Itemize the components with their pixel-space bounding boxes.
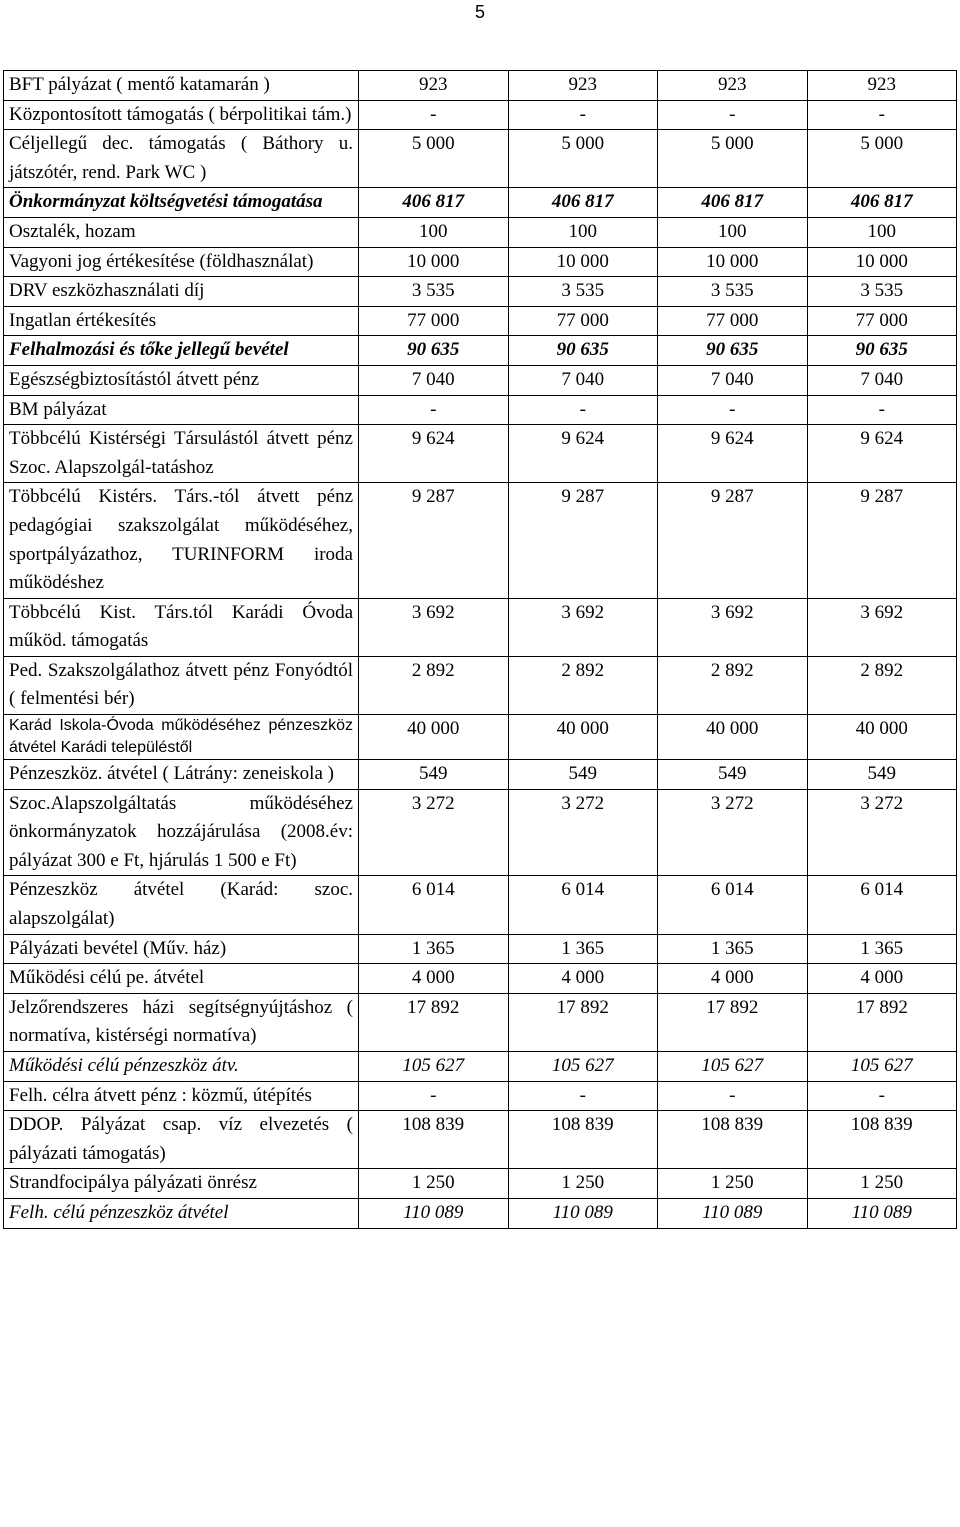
row-label: Többcélú Kist. Társ.tól Karádi Óvoda működ. támogatás: [4, 598, 359, 656]
row-label: Szoc.Alapszolgáltatás működéséhez önkormányzatok hozzájárulása (2008.év: pályázat 300 e Ft, hjárulás 1 500 e Ft): [4, 789, 359, 876]
row-value: 77 000: [359, 306, 509, 336]
table-row: [4, 395, 957, 425]
row-value: -: [359, 1081, 509, 1111]
row-value: 1 250: [359, 1169, 509, 1199]
row-value: 77 000: [807, 306, 957, 336]
row-value: 17 892: [508, 993, 658, 1051]
row-label: Jelzőrendszeres házi segítségnyújtáshoz ( normatíva, kistérségi normatíva): [4, 993, 359, 1051]
row-value: 2 892: [359, 656, 509, 714]
row-value: 7 040: [658, 365, 808, 395]
row-value: 40 000: [658, 715, 808, 760]
row-value: 2 892: [807, 656, 957, 714]
row-value: 4 000: [508, 964, 658, 994]
row-value: 90 635: [807, 336, 957, 366]
row-value: 1 250: [807, 1169, 957, 1199]
page-number: 5: [474, 2, 485, 22]
row-value: 549: [658, 760, 808, 790]
row-value: 1 250: [508, 1169, 658, 1199]
row-value: 108 839: [807, 1111, 957, 1169]
row-label: Strandfocipálya pályázati önrész: [4, 1169, 359, 1199]
row-value: 90 635: [359, 336, 509, 366]
row-label: Vagyoni jog értékesítése (földhasználat): [4, 247, 359, 277]
row-value: 2 892: [508, 656, 658, 714]
row-value: 10 000: [807, 247, 957, 277]
row-value: 9 624: [807, 425, 957, 483]
table-row: [4, 1198, 957, 1228]
row-value: 3 535: [359, 277, 509, 307]
row-value: 105 627: [508, 1052, 658, 1082]
row-value: 9 624: [508, 425, 658, 483]
row-value: 923: [658, 71, 808, 101]
row-value: 923: [807, 71, 957, 101]
table-row: [4, 715, 957, 760]
row-value: 105 627: [658, 1052, 808, 1082]
row-value: 1 250: [658, 1169, 808, 1199]
row-label: Központosított támogatás ( bérpolitikai tám.): [4, 100, 359, 130]
table-row: [4, 1111, 957, 1169]
row-value: 17 892: [658, 993, 808, 1051]
row-value: -: [807, 395, 957, 425]
row-value: 5 000: [359, 130, 509, 188]
row-value: 9 624: [658, 425, 808, 483]
row-value: 549: [807, 760, 957, 790]
row-value: 3 272: [807, 789, 957, 876]
row-value: 100: [359, 217, 509, 247]
row-label: Karád Iskola-Óvoda működéséhez pénzeszköz átvétel Karádi településtől: [4, 715, 359, 760]
row-label: DRV eszközhasználati díj: [4, 277, 359, 307]
row-value: 3 692: [658, 598, 808, 656]
row-value: 3 272: [359, 789, 509, 876]
row-value: -: [658, 395, 808, 425]
row-value: 40 000: [359, 715, 509, 760]
row-value: -: [359, 100, 509, 130]
row-label: Felh. célú pénzeszköz átvétel: [4, 1198, 359, 1228]
table-row: [4, 964, 957, 994]
row-value: 406 817: [807, 188, 957, 218]
row-value: 3 692: [807, 598, 957, 656]
row-value: 9 287: [359, 483, 509, 598]
table-row: [4, 1052, 957, 1082]
row-value: 6 014: [807, 876, 957, 934]
table-row: [4, 876, 957, 934]
row-value: 7 040: [508, 365, 658, 395]
row-value: 4 000: [359, 964, 509, 994]
row-value: 5 000: [508, 130, 658, 188]
table-row: [4, 656, 957, 714]
row-value: 9 287: [807, 483, 957, 598]
row-value: 10 000: [359, 247, 509, 277]
row-value: 90 635: [508, 336, 658, 366]
row-value: 5 000: [807, 130, 957, 188]
row-value: -: [359, 395, 509, 425]
table-row: [4, 483, 957, 598]
row-label: Ped. Szakszolgálathoz átvett pénz Fonyódtól ( felmentési bér): [4, 656, 359, 714]
row-label: BM pályázat: [4, 395, 359, 425]
row-value: 105 627: [807, 1052, 957, 1082]
row-value: 3 692: [359, 598, 509, 656]
row-value: 9 287: [508, 483, 658, 598]
row-value: 110 089: [658, 1198, 808, 1228]
row-value: 3 272: [508, 789, 658, 876]
table-row: [4, 1169, 957, 1199]
row-value: 17 892: [359, 993, 509, 1051]
row-value: 1 365: [508, 934, 658, 964]
row-value: 923: [359, 71, 509, 101]
row-value: 100: [508, 217, 658, 247]
row-label: Pénzeszköz átvétel (Karád: szoc. alapszolgálat): [4, 876, 359, 934]
row-value: -: [807, 1081, 957, 1111]
row-value: -: [508, 100, 658, 130]
row-value: 4 000: [807, 964, 957, 994]
row-value: 40 000: [508, 715, 658, 760]
table-row: [4, 425, 957, 483]
row-value: 6 014: [508, 876, 658, 934]
row-label: Felhalmozási és tőke jellegű bevétel: [4, 336, 359, 366]
table-row: [4, 100, 957, 130]
row-label: Önkormányzat költségvetési támogatása: [4, 188, 359, 218]
row-value: 110 089: [508, 1198, 658, 1228]
row-value: -: [658, 1081, 808, 1111]
table-row: [4, 598, 957, 656]
row-value: 1 365: [658, 934, 808, 964]
row-value: 3 535: [508, 277, 658, 307]
row-value: 108 839: [658, 1111, 808, 1169]
row-value: 3 272: [658, 789, 808, 876]
row-value: 110 089: [359, 1198, 509, 1228]
row-value: 9 287: [658, 483, 808, 598]
row-value: 3 535: [658, 277, 808, 307]
row-value: 549: [359, 760, 509, 790]
row-value: 105 627: [359, 1052, 509, 1082]
table-row: [4, 336, 957, 366]
table-row: [4, 789, 957, 876]
table-row: [4, 71, 957, 101]
row-value: 100: [807, 217, 957, 247]
row-value: 90 635: [658, 336, 808, 366]
row-value: 6 014: [658, 876, 808, 934]
row-label: Többcélú Kistérs. Társ.-tól átvett pénz pedagógiai szakszolgálat működéséhez, sportpályázathoz, TURINFORM iroda működéshez: [4, 483, 359, 598]
row-label: Pénzeszköz. átvétel ( Látrány: zeneiskola ): [4, 760, 359, 790]
row-label: Ingatlan értékesítés: [4, 306, 359, 336]
row-value: 406 817: [359, 188, 509, 218]
row-value: 4 000: [658, 964, 808, 994]
row-value: 3 692: [508, 598, 658, 656]
row-label: Osztalék, hozam: [4, 217, 359, 247]
row-value: 40 000: [807, 715, 957, 760]
row-label: BFT pályázat ( mentő katamarán ): [4, 71, 359, 101]
row-value: 6 014: [359, 876, 509, 934]
table-row: [4, 217, 957, 247]
table-row: [4, 130, 957, 188]
row-value: 77 000: [658, 306, 808, 336]
row-label: DDOP. Pályázat csap. víz elvezetés ( pályázati támogatás): [4, 1111, 359, 1169]
table-row: [4, 760, 957, 790]
row-value: -: [658, 100, 808, 130]
row-value: 5 000: [658, 130, 808, 188]
table-row: [4, 365, 957, 395]
row-value: -: [508, 395, 658, 425]
table-row: [4, 934, 957, 964]
row-label: Működési célú pénzeszköz átv.: [4, 1052, 359, 1082]
table-row: [4, 188, 957, 218]
row-value: 1 365: [807, 934, 957, 964]
row-value: 923: [508, 71, 658, 101]
row-value: 3 535: [807, 277, 957, 307]
row-value: -: [508, 1081, 658, 1111]
row-label: Felh. célra átvett pénz : közmű, útépítés: [4, 1081, 359, 1111]
table-row: [4, 277, 957, 307]
row-value: 10 000: [508, 247, 658, 277]
row-value: 549: [508, 760, 658, 790]
row-value: 1 365: [359, 934, 509, 964]
row-value: 108 839: [359, 1111, 509, 1169]
row-label: Többcélú Kistérségi Társulástól átvett pénz Szoc. Alapszolgál-tatáshoz: [4, 425, 359, 483]
table-row: [4, 993, 957, 1051]
row-value: 9 624: [359, 425, 509, 483]
row-label: Egészségbiztosítástól átvett pénz: [4, 365, 359, 395]
row-value: 7 040: [359, 365, 509, 395]
table-row: [4, 1081, 957, 1111]
row-value: 7 040: [807, 365, 957, 395]
row-value: 108 839: [508, 1111, 658, 1169]
row-value: 406 817: [508, 188, 658, 218]
row-value: 100: [658, 217, 808, 247]
row-value: 17 892: [807, 993, 957, 1051]
row-label: Pályázati bevétel (Műv. ház): [4, 934, 359, 964]
budget-revenue-table: [3, 70, 957, 1229]
row-value: 77 000: [508, 306, 658, 336]
row-value: 406 817: [658, 188, 808, 218]
row-value: 2 892: [658, 656, 808, 714]
row-label: Működési célú pe. átvétel: [4, 964, 359, 994]
table-row: [4, 247, 957, 277]
row-value: -: [807, 100, 957, 130]
row-value: 10 000: [658, 247, 808, 277]
table-row: [4, 306, 957, 336]
row-label: Céljellegű dec. támogatás ( Báthory u. játszótér, rend. Park WC ): [4, 130, 359, 188]
row-value: 110 089: [807, 1198, 957, 1228]
